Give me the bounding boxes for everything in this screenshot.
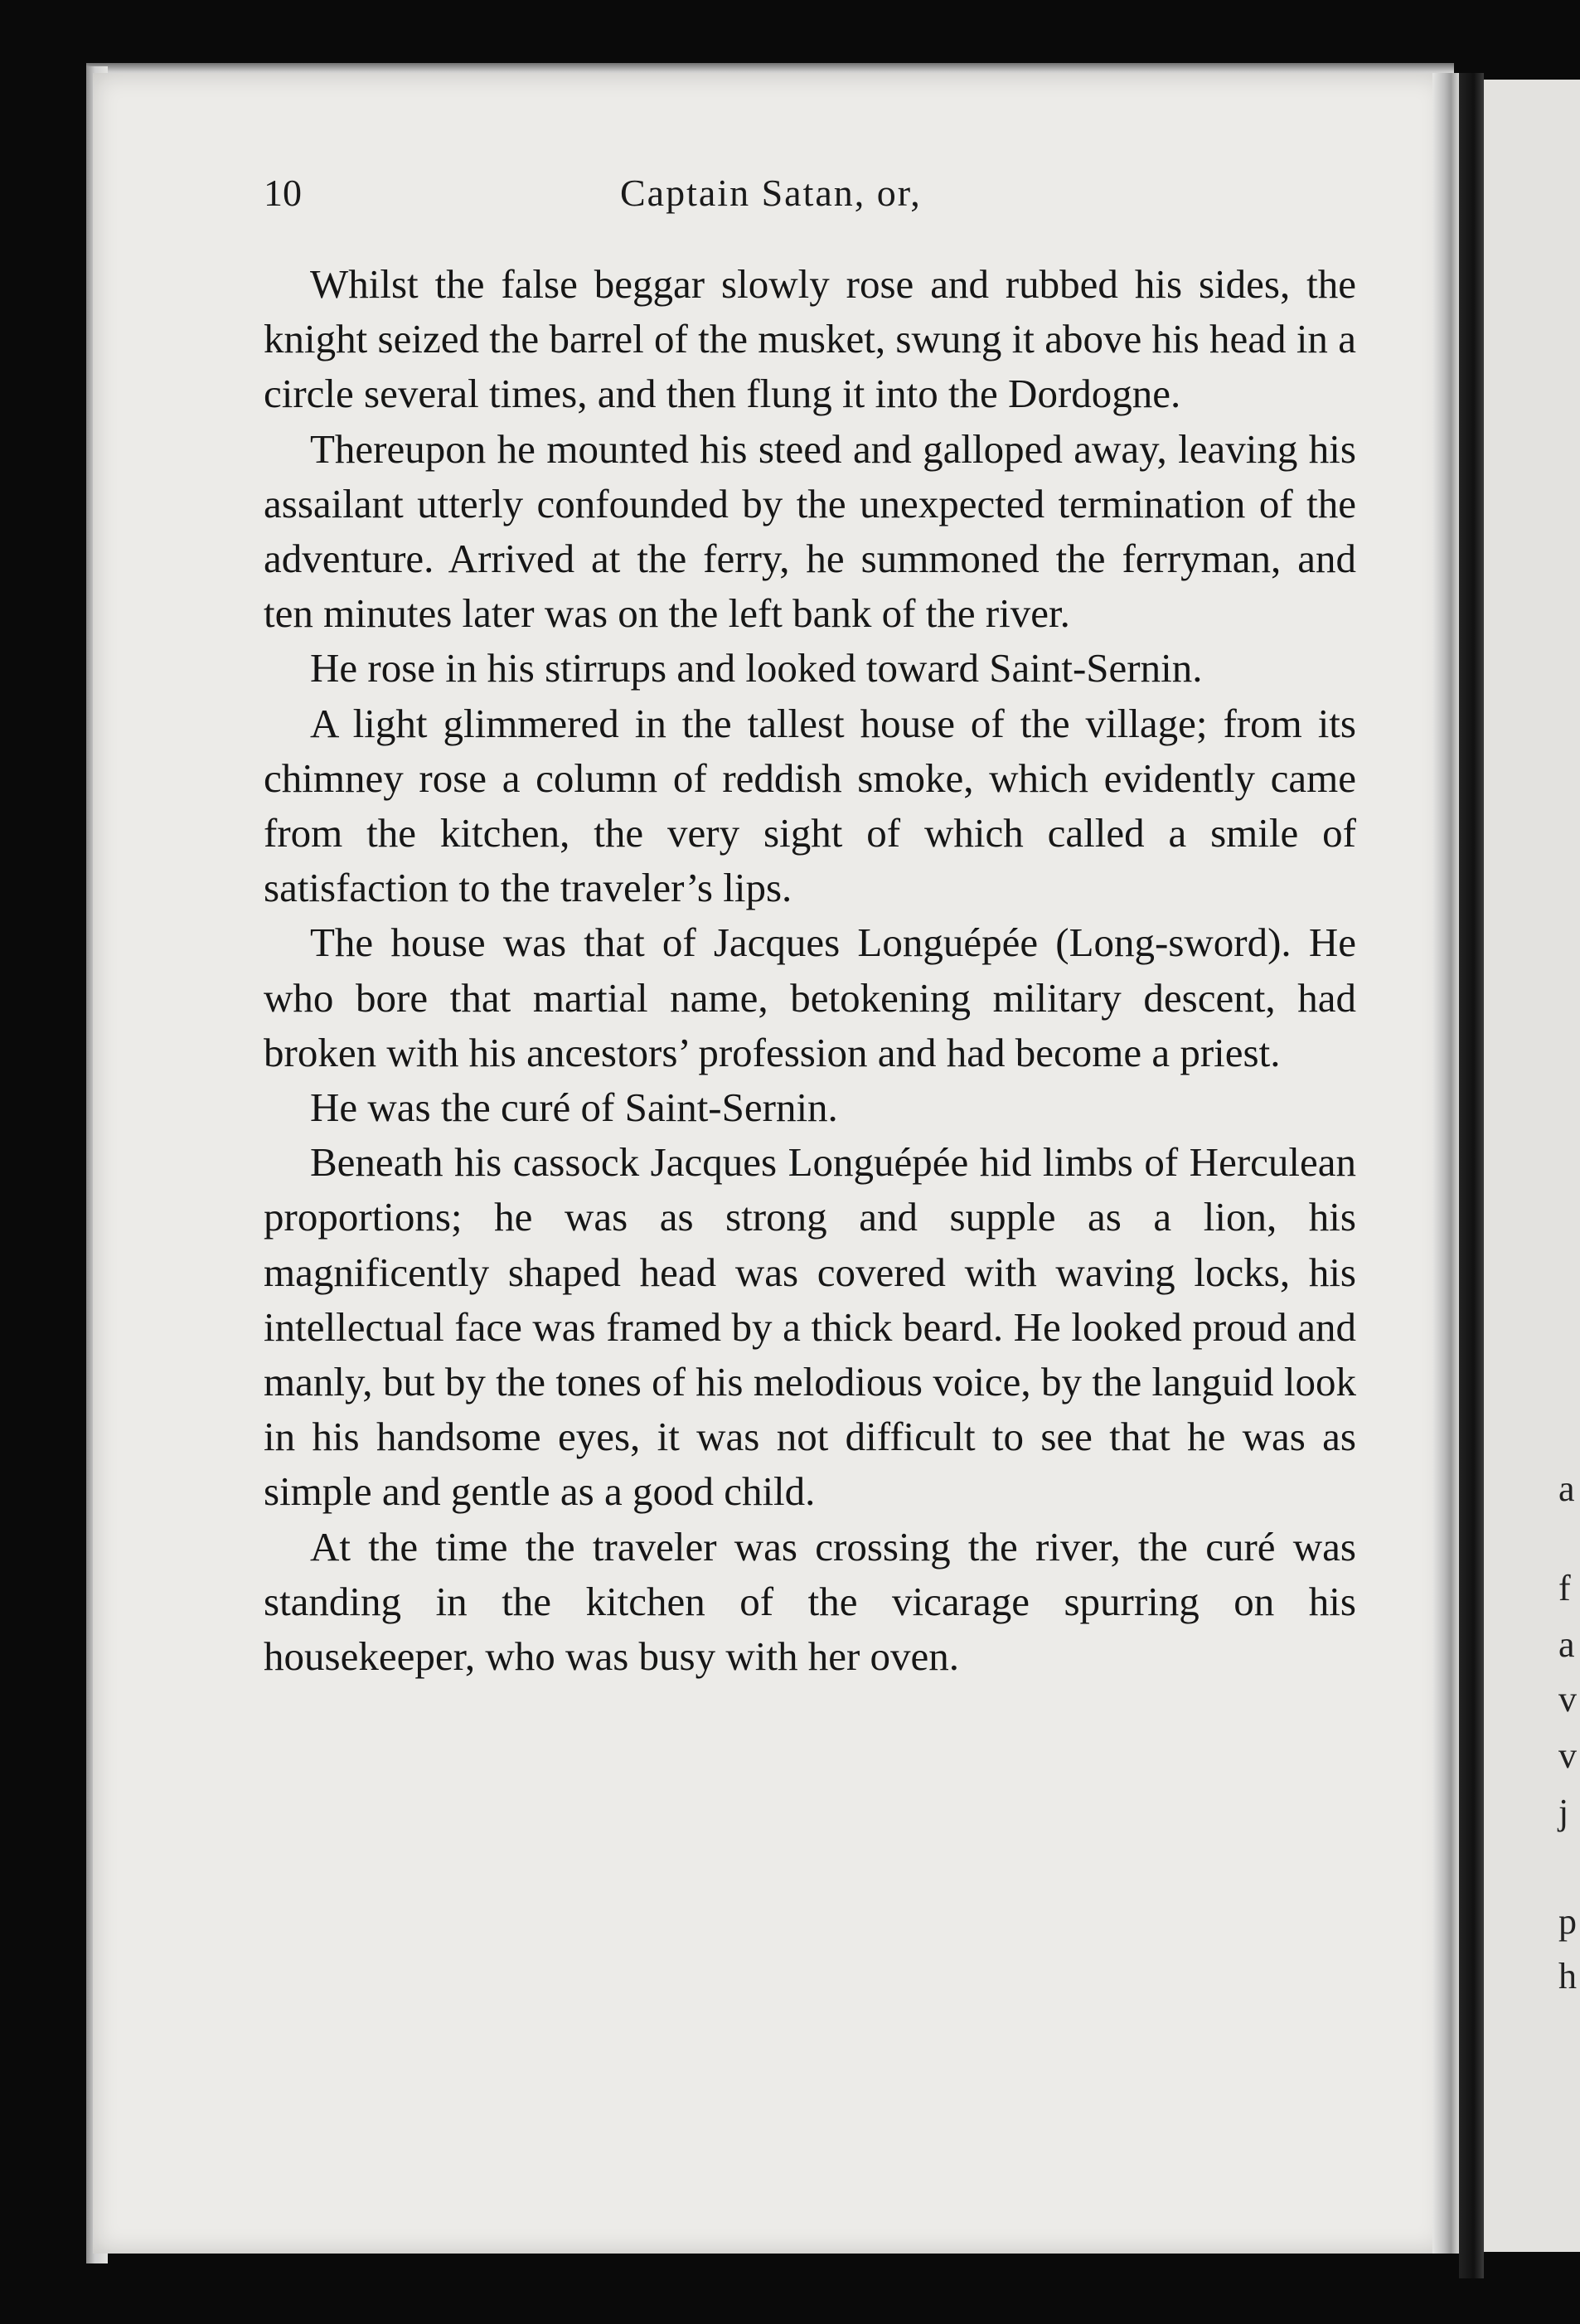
paragraph: The house was that of Jacques Longuépée (Long-sword). He who bore that martial name, betokening military descent, had broken with his ancestors’ profession and had become a priest. bbox=[264, 919, 1356, 1075]
facing-letter: v bbox=[1558, 1679, 1577, 1720]
page-number: 10 bbox=[264, 172, 302, 214]
running-title: Captain Satan, or, bbox=[620, 172, 922, 214]
paragraph: Whilst the false beggar slowly rose and rubbed his sides, the knight seized the barrel of the musket, swung it above his head in a circle several times, and then flung it into the Dordogne. bbox=[264, 261, 1356, 417]
paragraph: Thereupon he mounted his steed and galloped away, leaving his assailant utterly confounded by the unexpected termination of the adventure. Arrived at the ferry, he summoned the ferryman, and ten minutes later was on the left bank of the river. bbox=[264, 425, 1356, 637]
body-text bbox=[264, 257, 1356, 1684]
paragraph: He rose in his stirrups and looked toward Saint-Sernin. bbox=[310, 645, 1203, 691]
paragraph: Beneath his cassock Jacques Longuépée hid limbs of Herculean proportions; he was as strong and supple as a lion, his magnificently shaped head was covered with waving locks, his intellectual face was framed by a thick beard. He looked proud and manly, but by the tones of his melodious voice, by the languid look in his handsome eyes, it was not difficult to see that he was as simple and gentle as a good child. bbox=[264, 1139, 1356, 1515]
page-header bbox=[264, 171, 1356, 229]
facing-letter: h bbox=[1558, 1956, 1577, 1997]
facing-letter: f bbox=[1558, 1568, 1571, 1608]
facing-letter: p bbox=[1558, 1901, 1577, 1942]
facing-letter: a bbox=[1558, 1624, 1575, 1665]
page-right-edge bbox=[1432, 73, 1459, 2254]
paragraph: At the time the traveler was crossing the river, the curé was standing in the kitchen of the vicarage spurring on his housekeeper, who was busy with her oven. bbox=[264, 1523, 1356, 1680]
paragraph: A light glimmered in the tallest house of the village; from its chimney rose a column of reddish smoke, which evidently came from the kitchen, the very sight of which called a smile of satisfaction to the traveler’s lips. bbox=[264, 700, 1356, 911]
book-gutter bbox=[1459, 73, 1484, 2278]
facing-letter: a bbox=[1558, 1468, 1575, 1509]
facing-letter: v bbox=[1558, 1735, 1577, 1776]
facing-letter: j bbox=[1558, 1792, 1569, 1832]
paragraph: He was the curé of Saint-Sernin. bbox=[310, 1084, 838, 1131]
